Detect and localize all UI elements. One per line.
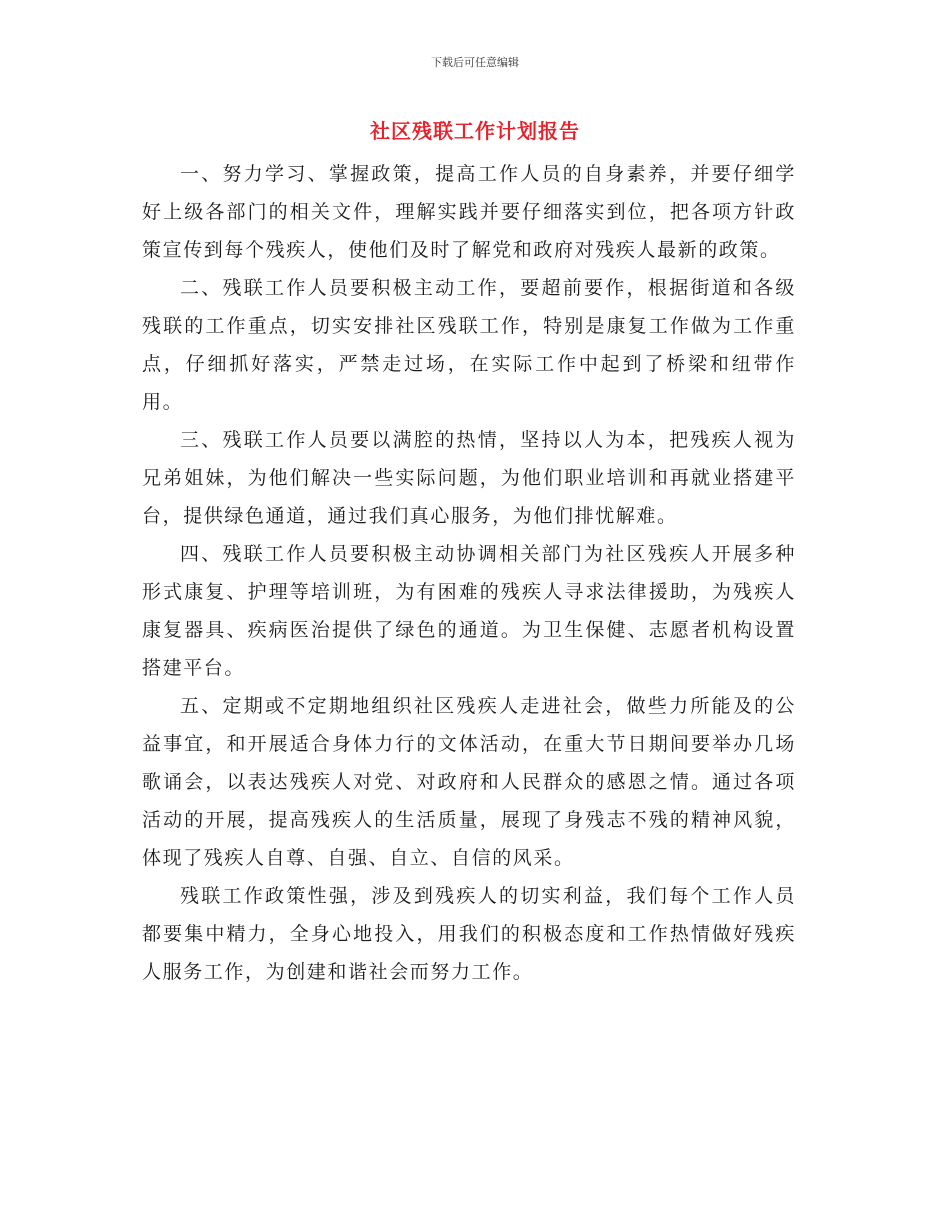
paragraph-6: 残联工作政策性强，涉及到残疾人的切实利益，我们每个工作人员都要集中精力，全身心地投入，用我们的积极态度和工作热情做好残疾人服务工作，为创建和谐社会而努力工作。 [142,885,796,983]
paragraph-2: 二、残联工作人员要积极主动工作，要超前要作，根据街道和各级残联的工作重点，切实安排社区残联工作，特别是康复工作做为工作重点，仔细抓好落实，严禁走过场，在实际工作中起到了桥梁和纽带作用。 [142,277,796,413]
paragraph-1: 一、努力学习、掌握政策，提高工作人员的自身素养，并要仔细学好上级各部门的相关文件，理解实践并要仔细落实到位，把各项方针政策宣传到每个残疾人，使他们及时了解党和政府对残疾人最新的政策。 [142,163,796,261]
paragraph-5: 五、定期或不定期地组织社区残疾人走进社会，做些力所能及的公益事宜，和开展适合身体力行的文体活动，在重大节日期间要举办几场歌诵会，以表达残疾人对党、对政府和人民群众的感恩之情。通过各项活动的开展，提高残疾人的生活质量，展现了身残志不残的精神风貌，体现了残疾人自尊、自强、自立、自信的风采。 [142,695,796,869]
document-body [142,155,796,991]
paragraph-4: 四、残联工作人员要积极主动协调相关部门为社区残疾人开展多种形式康复、护理等培训班，为有困难的残疾人寻求法律援助，为残疾人康复器具、疾病医治提供了绿色的通道。为卫生保健、志愿者机构设置搭建平台。 [142,543,796,679]
page-header-note: 下载后可任意编辑 [431,56,519,69]
paragraph-3: 三、残联工作人员要以满腔的热情，坚持以人为本，把残疾人视为兄弟姐妹，为他们解决一些实际问题，为他们职业培训和再就业搭建平台，提供绿色通道，通过我们真心服务，为他们排忧解难。 [142,429,796,527]
document-title: 社区残联工作计划报告 [370,119,580,143]
